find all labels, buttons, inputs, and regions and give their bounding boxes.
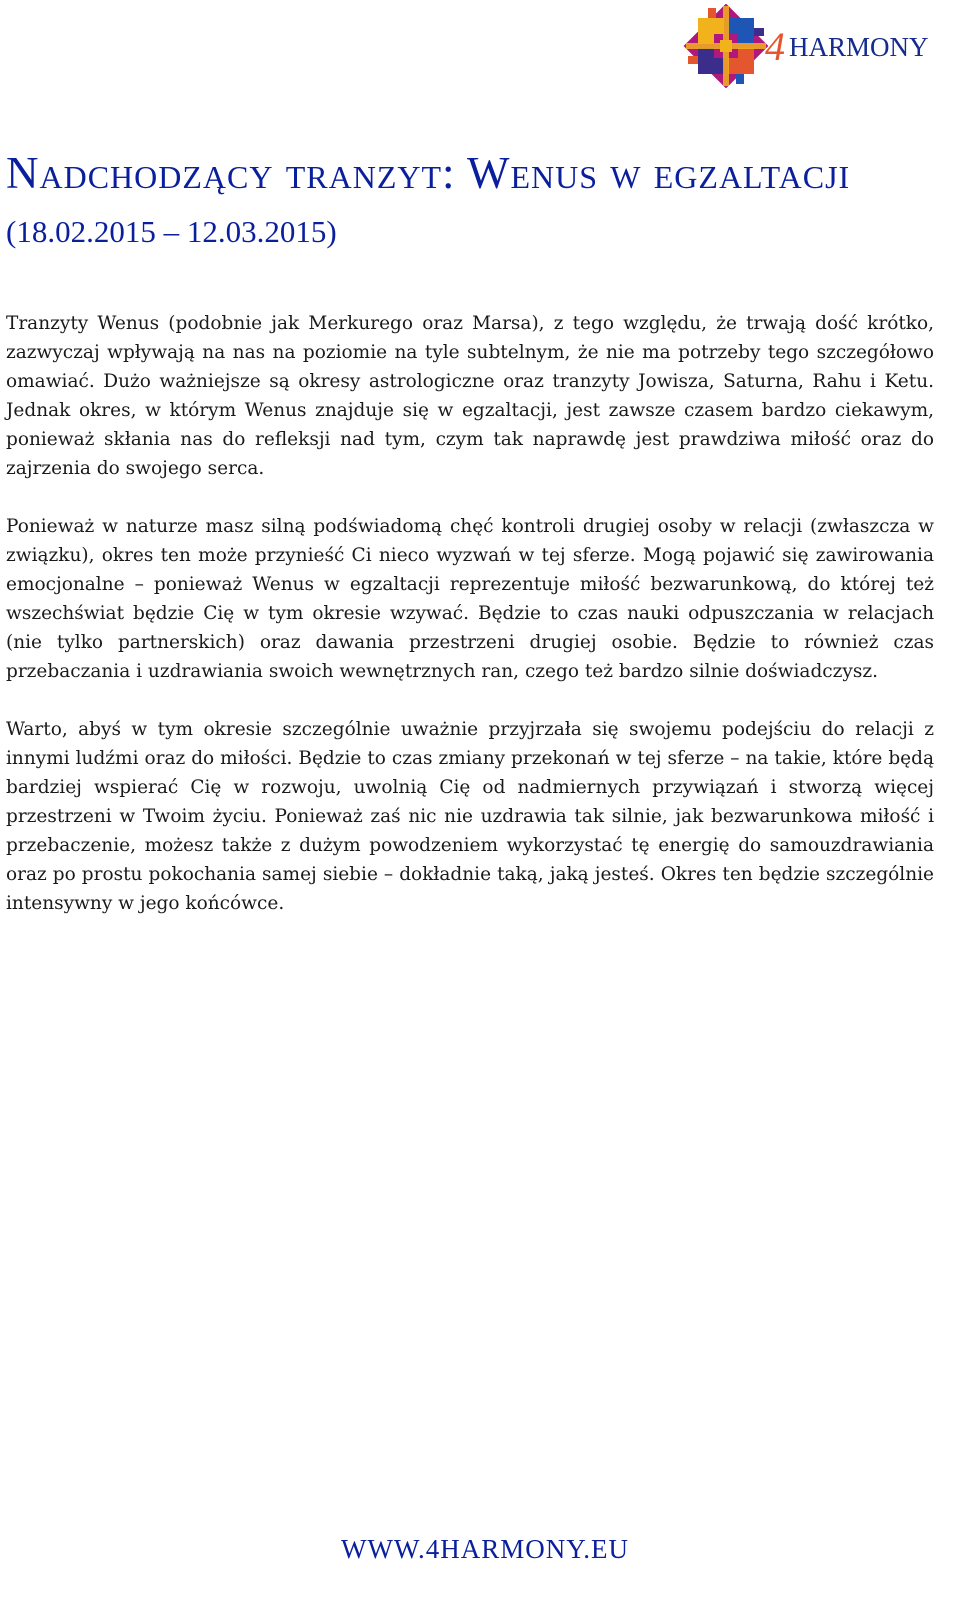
logo-name: HARMONY: [789, 32, 929, 62]
paragraph-3: Warto, abyś w tym okresie szczególnie uważnie przyjrzała się swojemu podejściu do relacji z innymi ludźmi oraz do miłości. Będzie to czas zmiany przekonań w tej sferze – na takie, które będą bardziej wspierać Cię w rozwoju, uwolnią Cię od nadmiernych przywiązań i stworzą więcej przestrzeni w Twoim życiu. Ponieważ zaś nic nie uzdrawia tak silnie, jak bezwarunkowa miłość i przebaczenie, możesz także z dużym powodzeniem wykorzystać tę energię do samouzdrawiania oraz po prostu pokochania samej siebie – dokładnie taką, jaką jesteś. Okres ten będzie szczególnie intensywny w jego końcówce.: [6, 719, 934, 914]
page-subtitle-dates: (18.02.2015 – 12.03.2015): [6, 214, 337, 249]
article-body: [6, 309, 934, 947]
paragraph-1: Tranzyty Wenus (podobnie jak Merkurego oraz Marsa), z tego względu, że trwają dość krótko, zazwyczaj wpływają na nas na poziomie na tyle subtelnym, że nie ma potrzeby tego szczegółowo omawiać. Dużo ważniejsze są okresy astrologiczne oraz tranzyty Jowisza, Saturna, Rahu i Ketu. Jednak okres, w którym Wenus znajduje się w egzaltacji, jest zawsze czasem bardzo ciekawym, ponieważ skłania nas do refleksji nad tym, czym tak naprawdę jest prawdziwa miłość oraz do zajrzenia do swojego serca.: [6, 313, 934, 479]
footer-website-link[interactable]: WWW.4HARMONY.EU: [341, 1534, 629, 1564]
brand-logo: [683, 4, 953, 88]
paragraph-2: Ponieważ w naturze masz silną podświadomą chęć kontroli drugiej osoby w relacji (zwłaszcza w związku), okres ten może przynieść Ci nieco wyzwań w tej sferze. Mogą pojawić się zawirowania emocjonalne – ponieważ Wenus w egzaltacji reprezentuje miłość bezwarunkową, do której też wszechświat będzie Cię w tym okresie wzywać. Będzie to czas nauki odpuszczania w relacjach (nie tylko partnerskich) oraz dawania przestrzeni drugiej osobie. Będzie to również czas przebaczania i uzdrawiania swoich wewnętrznych ran, czego też bardzo silnie doświadczysz.: [6, 516, 934, 682]
logo-wordmark: [765, 16, 957, 76]
harmony-logo-mark-icon: [683, 4, 769, 88]
logo-digit: 4: [765, 24, 785, 69]
page-title: Nadchodzący tranzyt: Wenus w egzaltacji: [6, 148, 851, 198]
